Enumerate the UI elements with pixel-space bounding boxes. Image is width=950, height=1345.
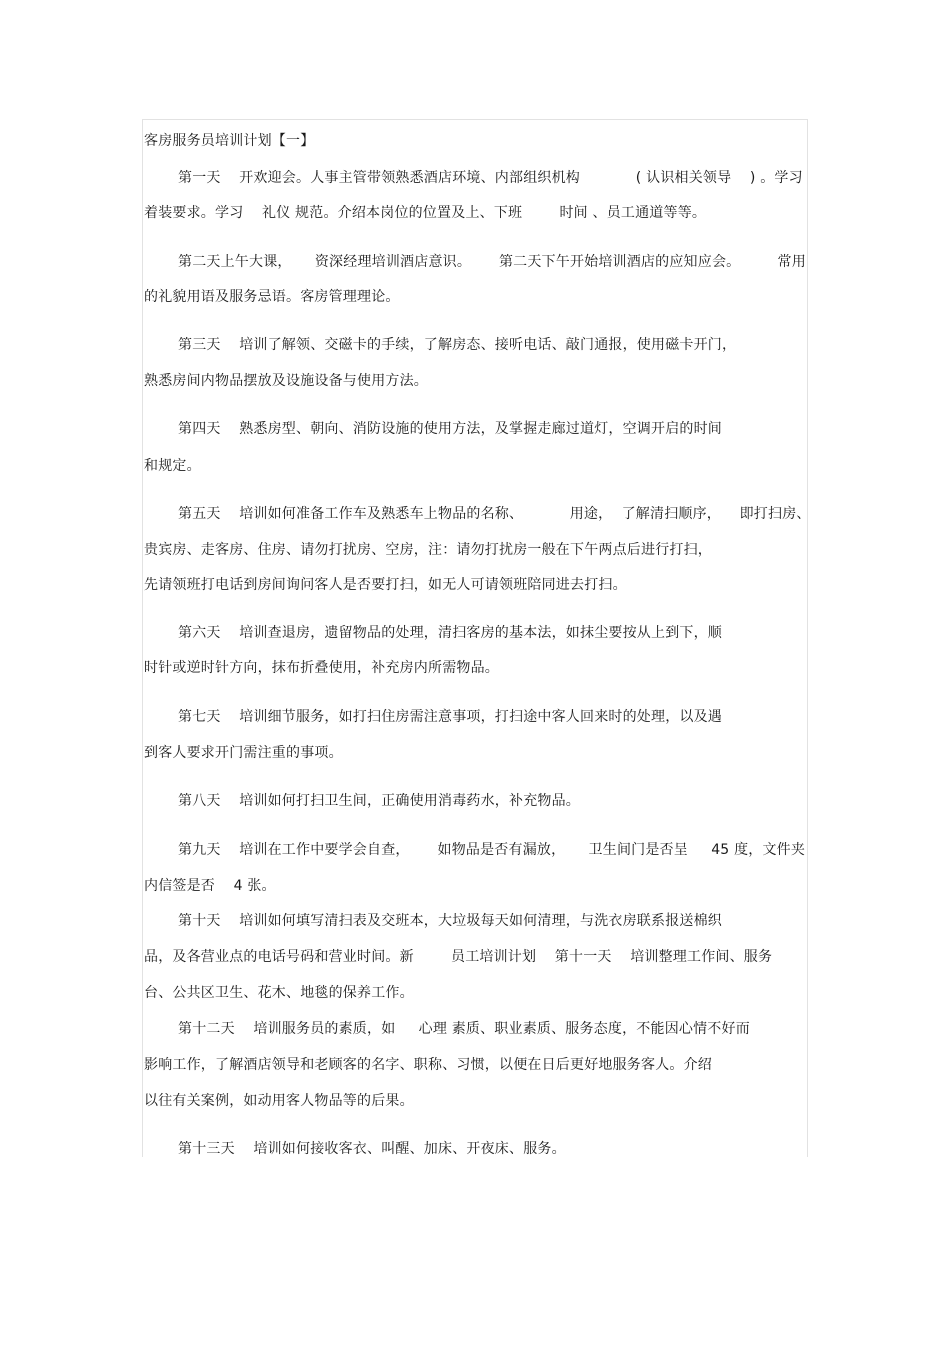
paragraph-line: 着装要求。学习 礼仪 规范。介绍本岗位的位置及上、下班 时间 、员工通道等等。 <box>144 205 707 221</box>
paragraph-line: 第十二天 培训服务员的素质，如 心理 素质、职业素质、服务态度，不能因心情不好而 <box>178 1021 750 1037</box>
paragraph-line: 到客人要求开门需注重的事项。 <box>144 745 343 761</box>
paragraph-line: 第二天上午大课， 资深经理培训酒店意识。 第二天下午开始培训酒店的应知应会。 常用 <box>178 254 806 270</box>
paragraph-line: 和规定。 <box>144 458 201 474</box>
paragraph-line: 第十天 培训如何填写清扫表及交班本，大垃圾每天如何清理，与洗衣房联系报送棉织 <box>178 913 722 929</box>
paragraph-line: 品，及各营业点的电话号码和营业时间。新 员工培训计划 第十一天 培训整理工作间、服务 <box>144 949 773 965</box>
paragraph-line: 台、公共区卫生、花木、地毯的保养工作。 <box>144 985 414 1001</box>
paragraph-line: 先请领班打电话到房间询问客人是否要打扫，如无人可请领班陪同进去打扫。 <box>144 577 627 593</box>
paragraph-line: 影响工作，了解酒店领导和老顾客的名字、职称、习惯，以便在日后更好地服务客人。介绍 <box>144 1057 712 1073</box>
paragraph-line: 第八天 培训如何打扫卫生间，正确使用消毒药水，补充物品。 <box>178 793 580 809</box>
paragraph-line: 时针或逆时针方向，抹布折叠使用，补充房内所需物品。 <box>144 660 499 676</box>
paragraph-line: 以往有关案例，如动用客人物品等的后果。 <box>144 1093 414 1109</box>
paragraph-line: 第五天 培训如何准备工作车及熟悉车上物品的名称、 用途， 了解清扫顺序， 即打扫房、 <box>178 506 811 522</box>
paragraph-line: 第三天 培训了解领、交磁卡的手续，了解房态、接听电话、敲门通报，使用磁卡开门， <box>178 337 737 353</box>
paragraph-line: 贵宾房、走客房、住房、请勿打扰房、空房，注：请勿打扰房一般在下午两点后进行打扫， <box>144 542 712 558</box>
paragraph-line: 第七天 培训细节服务，如打扫住房需注意事项，打扫途中客人回来时的处理，以及遇 <box>178 709 722 725</box>
paragraph-line: 熟悉房间内物品摆放及设施设备与使用方法。 <box>144 373 428 389</box>
paragraph-line: 第九天 培训在工作中要学会自查， 如物品是否有漏放， 卫生间门是否呈 45 度，文件夹 <box>178 842 806 858</box>
paragraph-line: 第十三天 培训如何接收客衣、叫醒、加床、开夜床、服务。 <box>178 1141 566 1157</box>
paragraph-line: 的礼貌用语及服务忌语。客房管理理论。 <box>144 289 400 305</box>
paragraph-line: 第一天 开欢迎会。人事主管带领熟悉酒店环境、内部组织机构 ( 认识相关领导 ) 。学习 <box>178 170 803 186</box>
paragraph-line: 内信签是否 4 张。 <box>144 878 276 894</box>
paragraph-line: 第四天 熟悉房型、朝向、消防设施的使用方法，及掌握走廊过道灯，空调开启的时间 <box>178 421 722 437</box>
document-title: 客房服务员培训计划【一】 <box>144 133 315 149</box>
paragraph-line: 第六天 培训查退房，遗留物品的处理，清扫客房的基本法，如抹尘要按从上到下，顺 <box>178 625 722 641</box>
